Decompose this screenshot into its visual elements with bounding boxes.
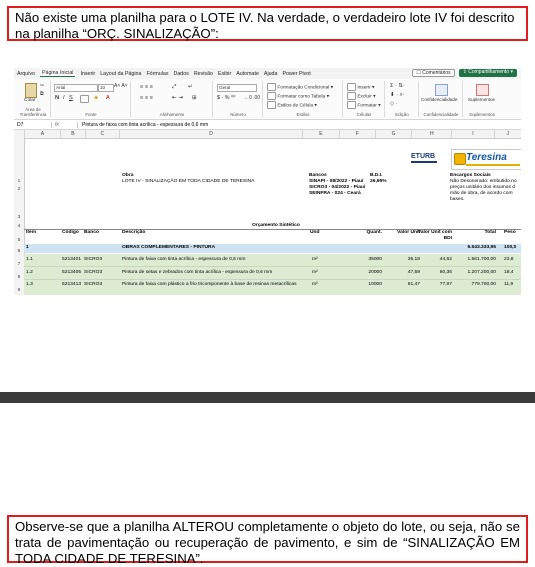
italic-icon[interactable]: I [63,95,65,101]
insert-cells-icon [347,83,356,91]
font-group [52,81,131,117]
menu-arquivo[interactable]: Arquivo [17,70,35,77]
cell-und[interactable]: m² [312,282,318,287]
cell-peso[interactable]: 100,0 [504,245,517,250]
confidentiality-group-label: Confidencialidade [423,112,459,117]
menu-layout[interactable]: Layout da Página [100,70,142,77]
format-table-button[interactable]: Formatar como Tabela ▾ [267,92,329,100]
cells-group-label: Células [356,112,372,117]
eturb-logo-underline [411,161,437,163]
column-header-a[interactable]: A [25,130,61,138]
cell-und[interactable]: m² [312,257,318,262]
cell-peso[interactable]: 23,8 [504,257,514,262]
menu-automate[interactable]: Automate [236,70,259,77]
indent-icon[interactable]: ⇤ ⇥ [172,95,183,101]
insert-cells-button[interactable]: Inserir ▾ [347,83,374,91]
format-cells-button[interactable]: Formatar ▾ [347,101,381,109]
cell-item[interactable]: 1.3 [26,282,33,287]
paste-icon[interactable] [25,83,37,98]
name-box[interactable]: D7 [14,122,52,128]
fill-color-icon[interactable]: ◈ [94,95,99,101]
font-group-label: Fonte [85,112,97,117]
menu-inserir[interactable]: Inserir [80,70,96,77]
underline-icon[interactable]: S [69,95,73,101]
bancos-line: SINAPI - 08/2022 - Piauí [309,179,364,184]
cell-total[interactable]: 1.207.200,00 [467,270,496,275]
bancos-line: SICRO3 - 04/2022 - Piauí [309,185,366,190]
cell-peso[interactable]: 18,4 [504,270,514,275]
conditional-format-button[interactable]: Formatação Condicional ▾ [267,83,333,91]
align-left-icon[interactable]: ≡ ≡ ≡ [140,95,153,101]
column-header-b[interactable]: B [61,130,86,138]
delete-cells-button[interactable]: Excluir ▾ [347,92,376,100]
encargos-label: Encargos Sociais [450,173,491,178]
top-annotation-box [7,6,528,41]
ribbon [14,79,521,120]
cell-und[interactable]: m² [312,270,318,275]
row-number[interactable]: 3 [17,215,21,220]
eturb-logo [411,153,437,163]
row-number[interactable]: 2 [17,187,21,192]
cell-item[interactable]: 1.2 [26,270,33,275]
column-header-h[interactable]: H [412,130,452,138]
clipboard-group-label: Área de Transferência [19,107,47,117]
cell-styles-button[interactable]: Estilos de Célula ▾ [267,101,317,109]
encargos-line: Não Desonerado: embutido no [450,179,517,184]
cell-banco[interactable]: SICRO3 [84,282,103,287]
copy-icon[interactable]: ⧉ [40,91,44,97]
section-title: Orçamento Sintético [252,223,300,228]
cell-valor-unit-bdi[interactable]: 77,97 [439,282,452,287]
cell-quant[interactable]: 20000 [368,270,382,275]
comments-button[interactable]: ☐ Comentários [412,69,454,77]
cell-codigo[interactable]: 5213413 [62,282,82,287]
conditional-format-icon [267,83,276,91]
editing-group-label: Edição [395,112,409,117]
teresina-logo-text: Teresina [466,152,507,163]
bottom-annotation-text: Observe-se que a planilha ALTEROU completamente o objeto do lote, ou seja, não se trata de pavimentação ou recuperação de pavimento, e sim de “SINALIZAÇÃO EM TODA CIDADE DE TERESINA”. [15,519,520,566]
addins-icon[interactable] [476,84,489,96]
table-row[interactable] [24,244,521,253]
number-format-select[interactable]: Geral [217,84,257,92]
teresina-logo [451,149,521,170]
bold-icon[interactable]: N [55,95,60,101]
cut-icon[interactable]: ✂ [40,83,45,89]
addins-group-label: Suplementos [469,112,495,117]
currency-icon[interactable]: $ · % ⁰⁰ [217,95,236,101]
row-number[interactable]: 5 [17,238,21,243]
header-valor-unit-bdi: Valor Unit com BDI [417,230,452,241]
menu-power-pivot[interactable]: Power Pivot [282,70,311,77]
menu-exibir[interactable]: Exibir [217,70,232,77]
cell-codigo[interactable]: 5213405 [62,270,82,275]
font-color-icon[interactable]: A [106,95,110,101]
format-table-icon [267,92,276,100]
top-annotation-text: Não existe uma planilha para o LOTE IV. Na verdade, o verdadeiro lote IV foi descrito na planilha “ORÇ. SINALIZAÇÃO”: [15,10,515,41]
cells-group [344,81,385,117]
header-banco: Banco [84,230,99,235]
column-header-c[interactable]: C [86,130,120,138]
cell-quant[interactable]: 10000 [368,282,382,287]
menu-pagina-inicial[interactable]: Página Inicial [41,70,74,76]
menu-ajuda[interactable]: Ajuda [263,70,278,77]
font-grow-icon[interactable]: A˄ A˅ [114,83,128,89]
formula-input[interactable]: Pintura de faixa com tinta acrílica - espessura de 0,6 mm [82,121,209,128]
header-und: Und [310,230,320,235]
obra-label: Obra [122,173,134,178]
cell-total[interactable]: 6.543.333,95 [467,245,496,250]
align-top-icon[interactable]: ≡ ≡ ≡ [140,84,153,90]
encargos-line: bases. [450,197,465,202]
menu-dados[interactable]: Dados [173,70,189,77]
column-header-f[interactable]: F [340,130,376,138]
bancos-line: SEINFRA - 024 - Ceará [309,191,361,196]
header-item: Item [26,230,37,235]
font-name-select[interactable]: Arial [54,84,98,92]
header-descricao: Descrição [122,230,146,235]
addins-label: Suplementos [468,97,495,102]
cell-descricao[interactable]: OBRAS COMPLEMENTARES - PINTURA [122,245,216,250]
menu-formulas[interactable]: Fórmulas [146,70,169,77]
cell-total[interactable]: 779.700,00 [471,282,496,287]
encargos-line: preços unitário dos insumos d [450,185,515,190]
confidentiality-label: Confidencialidade [421,97,458,102]
bdi-label: B.D.I. [370,173,383,178]
clipboard-group [16,81,51,117]
fx-icon[interactable]: fx [52,122,78,128]
confidentiality-icon[interactable] [435,84,448,96]
cell-banco[interactable]: SICRO3 [84,270,103,275]
font-size-select[interactable]: 10 [98,84,114,92]
addins-group [464,81,500,117]
column-header-e[interactable]: E [303,130,339,138]
wrap-text-icon[interactable]: ↵ [188,84,193,90]
menu-revisao[interactable]: Revisão [193,70,213,77]
cell-banco[interactable]: SICRO3 [84,257,103,262]
cell-valor-unit[interactable]: 35,18 [407,257,420,262]
styles-group [264,81,343,117]
header-total: Total [484,230,496,235]
sheet-grid [14,137,521,295]
cell-descricao[interactable]: Pintura de setas e zebrados com tinta acrílica - espessura de 0,6 mm [122,270,273,275]
number-group [214,81,263,117]
cell-item[interactable]: 1.1 [26,257,33,262]
share-button[interactable]: ⇪ Compartilhamento ▾ [459,69,517,77]
formula-bar [14,120,521,130]
editing-group [386,81,419,117]
encargos-line: mão de obra, de acordo com [450,191,513,196]
row-number[interactable]: 8 [17,275,21,280]
row-number[interactable]: 1 [17,179,21,184]
cell-total[interactable]: 1.561.700,00 [467,257,496,262]
header-codigo: Código [62,230,79,235]
orientation-icon[interactable]: ⤢ [172,84,177,90]
header-valor-unit: Valor Unit [397,230,420,235]
eturb-logo-text: ETURB [411,153,436,160]
row-number[interactable]: 9 [17,288,21,293]
header-peso: Peso [504,230,516,235]
cell-descricao[interactable]: Pintura de faixa com tinta acrílica - espessura de 0,6 mm [122,257,246,262]
paste-label: Colar [24,98,36,103]
header-quant: Quant. [366,230,382,235]
cell-valor-unit[interactable]: 47,59 [407,270,420,275]
confidentiality-group [420,81,463,117]
format-cells-icon [347,101,356,109]
dark-separator-bar [0,392,535,403]
alignment-group [132,81,213,117]
bancos-label: Bancos [309,173,327,178]
column-header-g[interactable]: G [376,130,412,138]
cell-codigo[interactable]: 5213401 [62,257,82,262]
cell-quant[interactable]: 35000 [368,257,382,262]
cell-styles-icon [267,101,276,109]
decimal-icon[interactable]: ←0 .00 [244,95,261,101]
city-emblem-icon [454,153,466,165]
cell-peso[interactable]: 11,9 [504,282,514,287]
row-number[interactable]: 6 [17,249,21,254]
autosum-icon[interactable]: Σ · ⇅· [390,83,405,89]
clear-icon[interactable]: ◇ · [390,101,398,107]
column-header-d[interactable]: D [120,130,303,138]
cell-valor-unit-bdi[interactable]: 60,36 [439,270,452,275]
bottom-annotation-box [7,515,528,566]
number-group-label: Número [230,112,246,117]
borders-icon[interactable] [80,95,89,103]
row-number[interactable]: 7 [17,262,21,267]
delete-cells-icon [347,92,356,100]
obra-value: LOTE IV - SINALIZAÇÃO EM TODA CIDADE DE TERESINA [122,179,255,184]
fill-icon[interactable]: ⬇ · ⌕· [390,92,405,98]
column-header-i[interactable]: I [452,130,494,138]
merge-icon[interactable]: ⊞ [192,95,197,101]
styles-group-label: Estilos [296,112,310,117]
cell-item[interactable]: 1 [26,245,29,250]
cell-valor-unit[interactable]: 61,47 [407,282,420,287]
row-number[interactable]: 4 [17,224,21,229]
menu-bar [14,68,521,79]
cell-valor-unit-bdi[interactable]: 44,62 [439,257,452,262]
bdi-value: 26,95% [370,179,387,184]
cell-descricao[interactable]: Pintura de faixa com plástico a frio tricomponente à base de resinas metacrílicas [122,282,297,287]
alignment-group-label: Alinhamento [159,112,185,117]
column-header-j[interactable]: J [506,131,510,137]
excel-screenshot [14,68,521,295]
teresina-logo-strip [466,164,520,166]
